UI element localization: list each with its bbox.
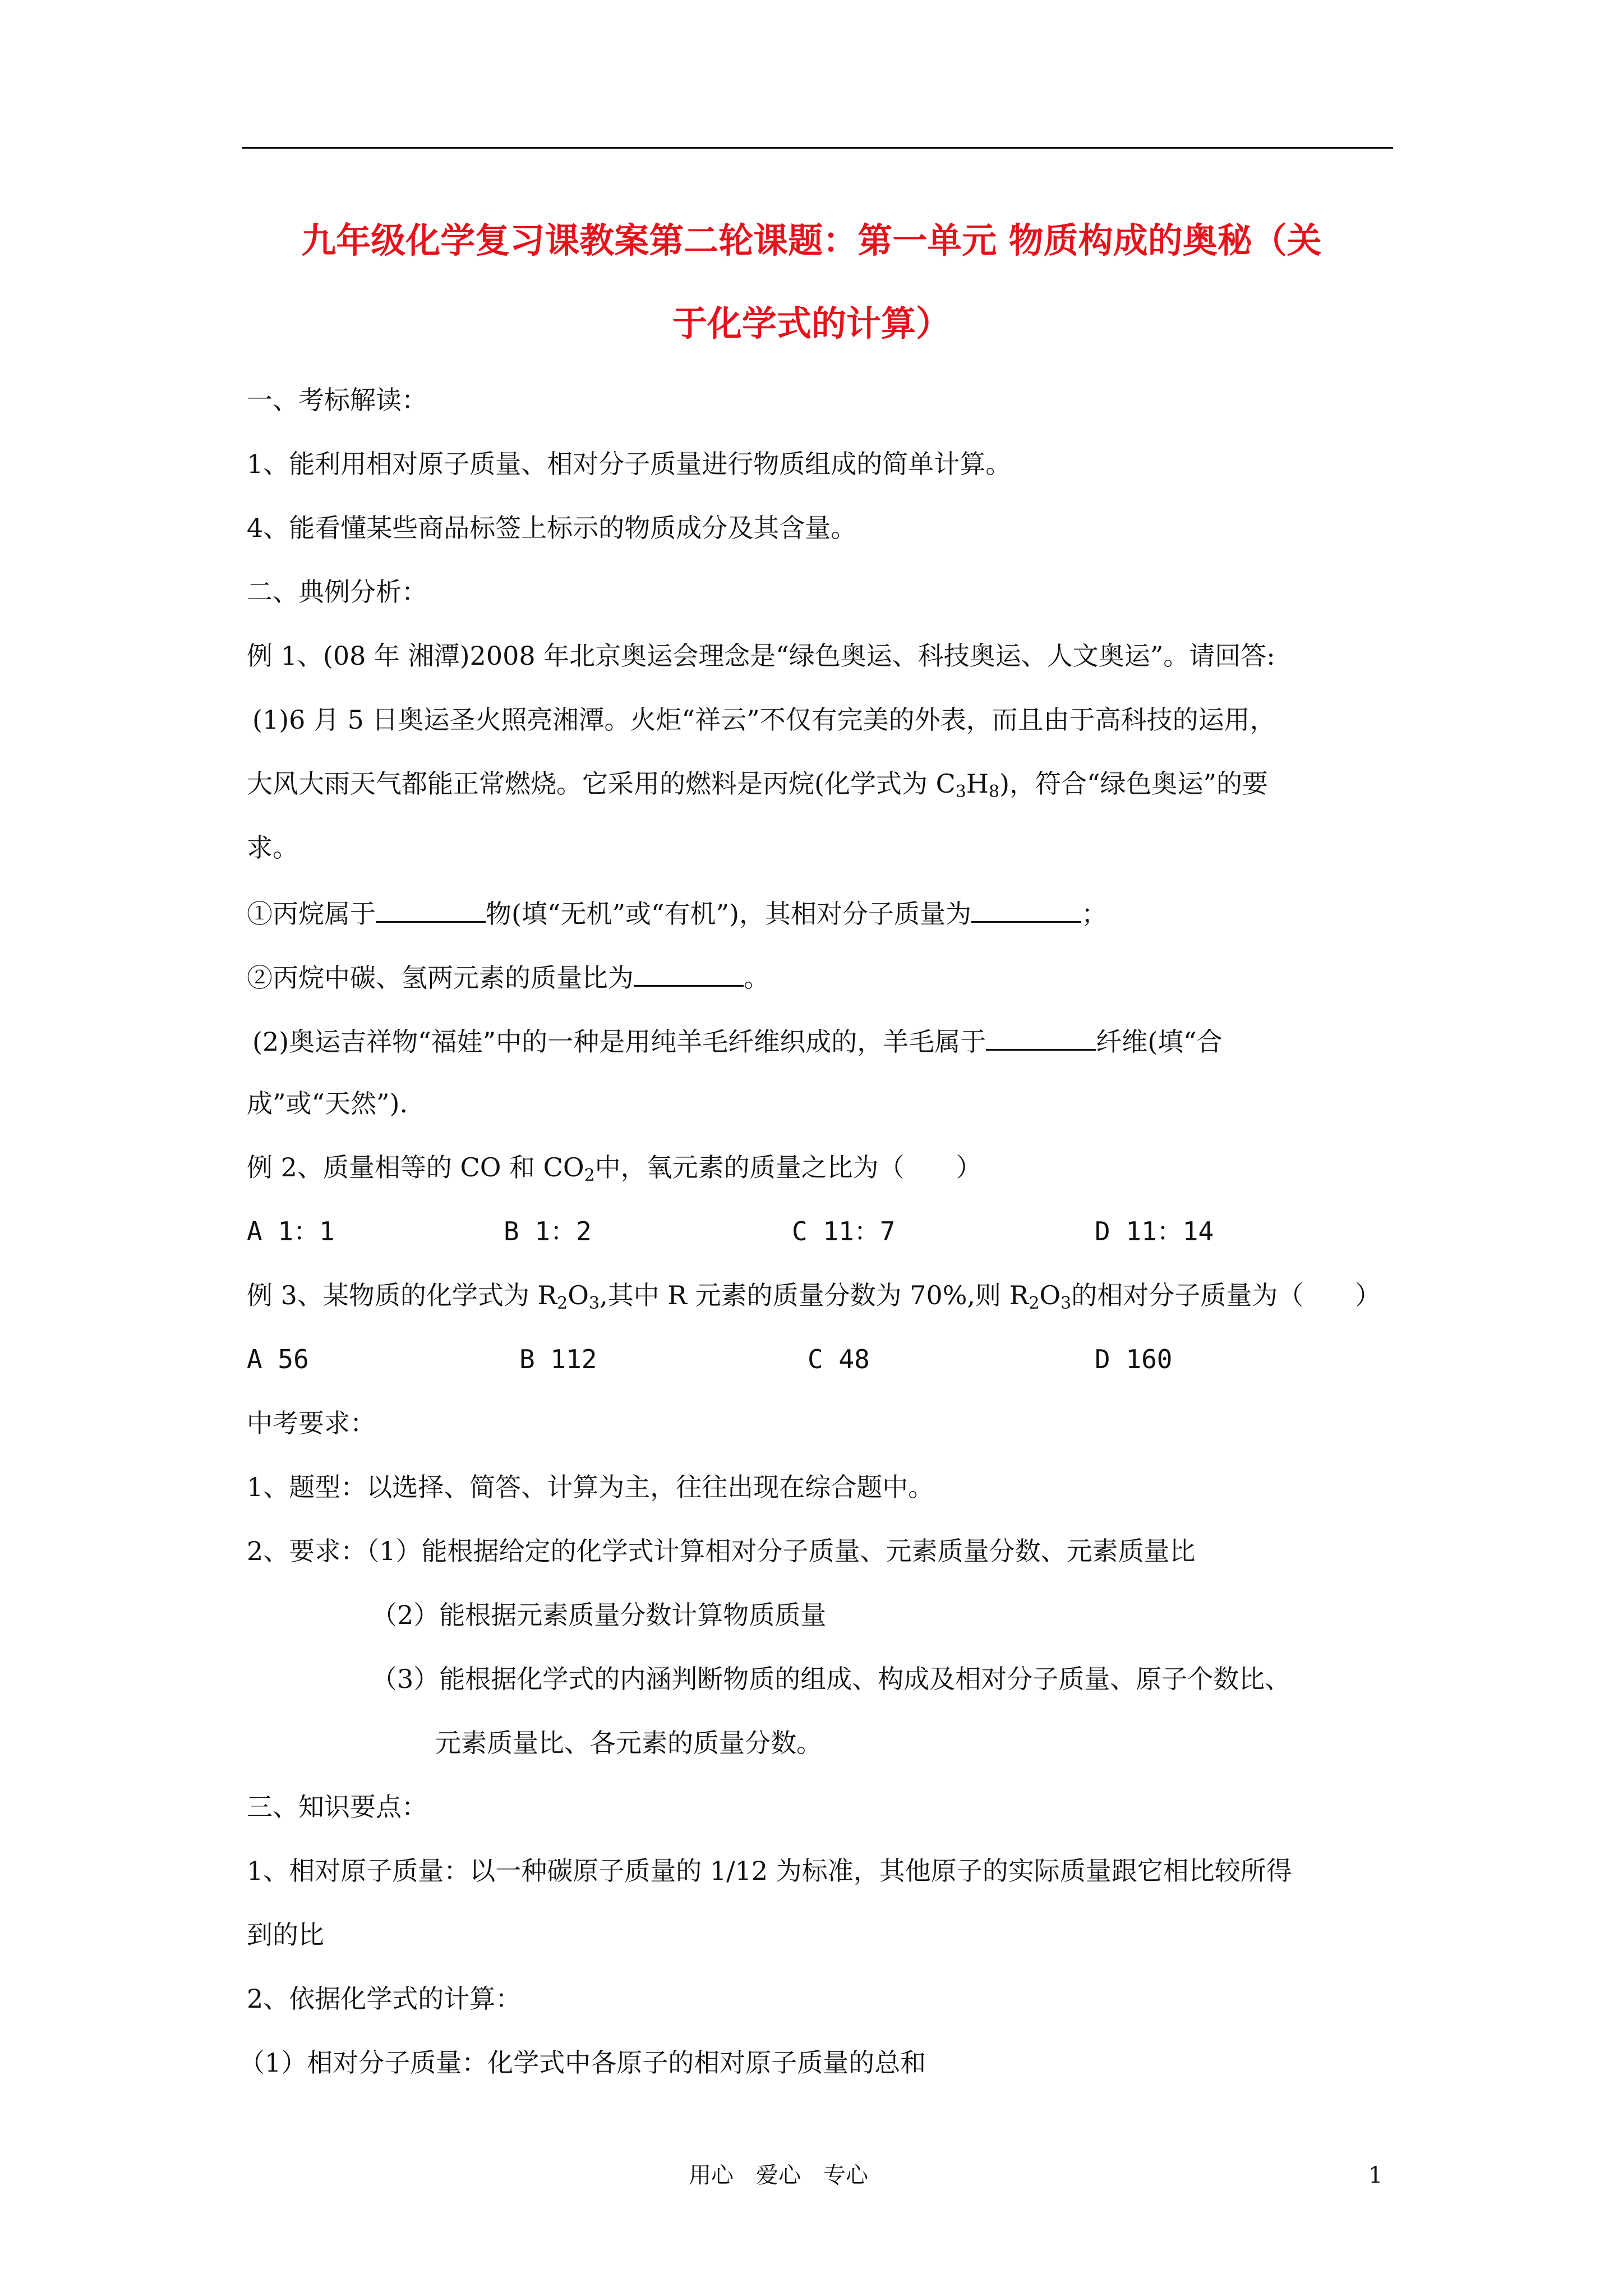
paragraph: 元素质量比、各元素的质量分数。 [435,1728,822,1758]
example-1-part2: (2)奥运吉祥物“福娃”中的一种是用纯羊毛纤维织成的，羊毛属于 纤维(填“合 [252,1027,1223,1057]
option-a: A 1：1 [247,1216,335,1246]
answer-blank[interactable] [986,1027,1096,1051]
paragraph: 4、能看懂某些商品标签上标示的物质成分及其含量。 [247,513,857,543]
paragraph: 1、题型：以选择、简答、计算为主，往往出现在综合题中。 [247,1472,934,1502]
page-number: 1 [1368,2162,1383,2188]
question-1: ①丙烷属于 物(填“无机”或“有机”)，其相对分子质量为 ； [247,899,1107,929]
paragraph: 1、相对原子质量：以一种碳原子质量的 1/12 为标准，其他原子的实际质量跟它相比较所得 [247,1856,1292,1886]
example-1-intro: 例 1、(08 年 湘潭)2008 年北京奥运会理念是“绿色奥运、科技奥运、人文奥运”。请回答: [247,641,1275,671]
section-heading: 一、考标解读： [247,385,427,415]
option-b: B 112 [519,1344,597,1374]
section-heading: 中考要求： [247,1408,376,1438]
answer-blank[interactable] [634,963,744,987]
example-1-part1: (1)6 月 5 日奥运圣火照亮湘潭。火炬“祥云”不仅有完美的外表，而且由于高科技的运用， [252,705,1276,735]
paragraph: 成”或“天然”). [247,1088,408,1119]
paragraph: 2、要求：（1）能根据给定的化学式计算相对分子质量、元素质量分数、元素质量比 [247,1536,1196,1566]
option-c: C 11：7 [792,1216,896,1246]
option-d: D 160 [1095,1344,1173,1374]
section-heading: 二、典例分析： [247,577,427,607]
footer-motto: 用心 爱心 专心 [689,2162,868,2188]
paragraph: 1、能利用相对原子质量、相对分子质量进行物质组成的简单计算。 [247,449,1012,479]
paragraph: （3）能根据化学式的内涵判断物质的组成、构成及相对分子质量、原子个数比、 [371,1664,1291,1694]
document-title-line1: 九年级化学复习课教案第二轮课题：第一单元 物质构成的奥秘（关 [301,220,1322,261]
answer-blank[interactable] [971,899,1081,923]
paragraph: 求。 [247,832,298,863]
question-2: ②丙烷中碳、氢两元素的质量比为 。 [247,963,769,993]
option-d: D 11：14 [1095,1216,1214,1246]
option-b: B 1：2 [504,1216,592,1246]
section-heading: 三、知识要点： [247,1792,427,1822]
paragraph: （2）能根据元素质量分数计算物质质量 [371,1600,827,1630]
document-title-line2: 于化学式的计算） [672,303,951,344]
example-2-question: 例 2、质量相等的 CO 和 $CO_2$中，氧元素的质量之比为（ ） [247,1152,982,1185]
example-3-question: 例 3、某物质的化学式为 $R_2O_3$,其中 R 元素的质量分数为 70%,则 $R_2O_3$的相对分子质量为（ ） [247,1280,1381,1313]
option-c: C 48 [808,1344,870,1374]
example-1-part1-cont: 大风大雨天气都能正常燃烧。它采用的燃料是丙烷(化学式为 $C_3H_8$)，符合“绿色奥运”的要 [247,769,1269,802]
option-a: A 56 [247,1344,309,1374]
header-rule [242,147,1393,149]
paragraph: （1）相对分子质量：化学式中各原子的相对原子质量的总和 [239,2047,926,2078]
paragraph: 2、依据化学式的计算： [247,1984,522,2014]
paragraph: 到的比 [247,1920,324,1950]
answer-blank[interactable] [376,899,486,923]
